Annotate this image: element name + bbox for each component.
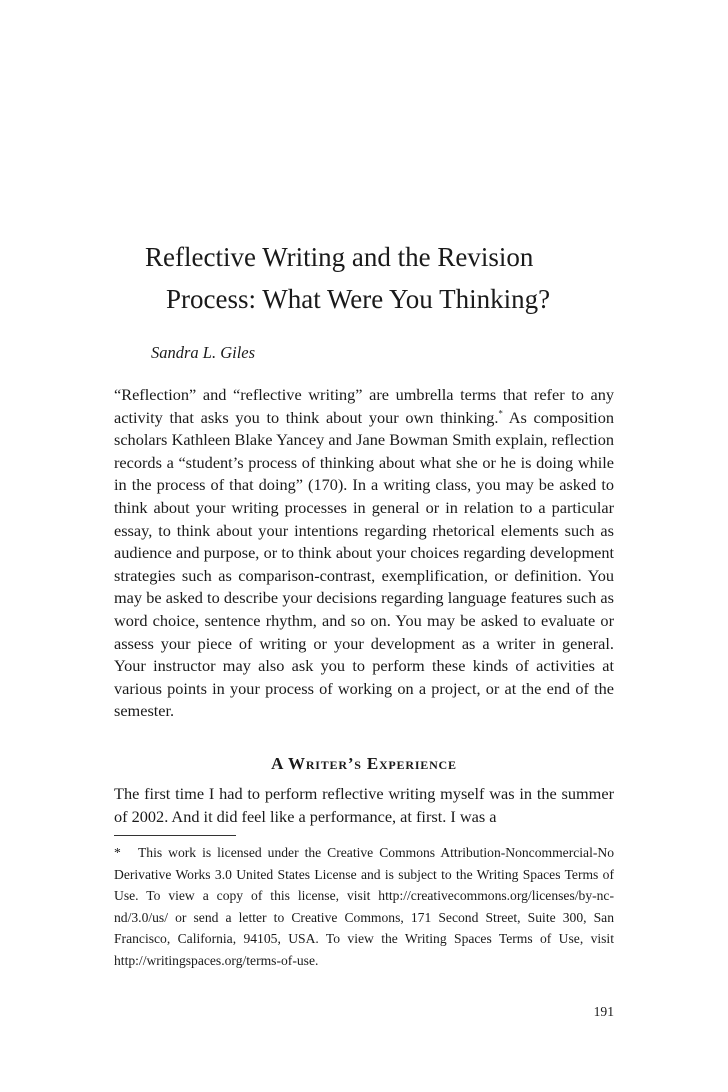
footnote-divider (114, 835, 236, 836)
footnote-text: This work is licensed under the Creative Commons Attribution-Noncommercial-No Derivative Works 3.0 United States License and is subject to the Writing Spaces Terms of Use. To view a copy of this license, visit http://creativecommons.org/licenses/by-nc-nd/3.0/us/ or send a letter to Creative Commons, 171 Second Street, Suite 300, San Francisco, California, 94105, USA. To view the Writing Spaces Terms of Use, visit http://writingspaces.org/terms-of-use. (114, 845, 614, 968)
page-number: 191 (593, 1004, 614, 1019)
footnote-marker: * (114, 845, 121, 860)
paragraph-1-text-a: “Reflection” and “reflective writing” are umbrella terms that refer to any activity that asks you to think about your own thinking. (114, 385, 614, 427)
author-name: Sandra L. Giles (151, 343, 256, 362)
chapter-title (145, 236, 645, 320)
body-paragraph-1 (114, 384, 614, 723)
footnote-reference: * (498, 408, 503, 419)
body-paragraph-2: The first time I had to perform reflective writing myself was in the summer of 2002. And it did feel like a performance, at first. I was a (114, 784, 614, 826)
chapter-title-line-1: Reflective Writing and the Revision (145, 242, 534, 272)
section-heading: A Writer’s Experience (271, 754, 457, 773)
paragraph-1-text-b: As composition scholars Kathleen Blake Yancey and Jane Bowman Smith explain, reflection records a “student’s process of thinking about what she or he is doing while in the process of that doing” (170). In a writing class, you may be asked to think about your writing processes in general or in relation to a particular essay, to think about your intentions regarding rhetorical elements such as audience and purpose, or to think about your choices regarding development strategies such as comparison-contrast, exemplification, or definition. You may be asked to describe your decisions regarding language features such as word choice, sentence rhythm, and so on. You may be asked to evaluate or assess your piece of writing or your development as a writer in general. Your instructor may also ask you to perform these kinds of activities at various points in your process of working on a project, or at the end of the semester. (114, 407, 614, 721)
chapter-title-line-2: Process: What Were You Thinking? (166, 284, 551, 314)
footnote (114, 842, 614, 972)
